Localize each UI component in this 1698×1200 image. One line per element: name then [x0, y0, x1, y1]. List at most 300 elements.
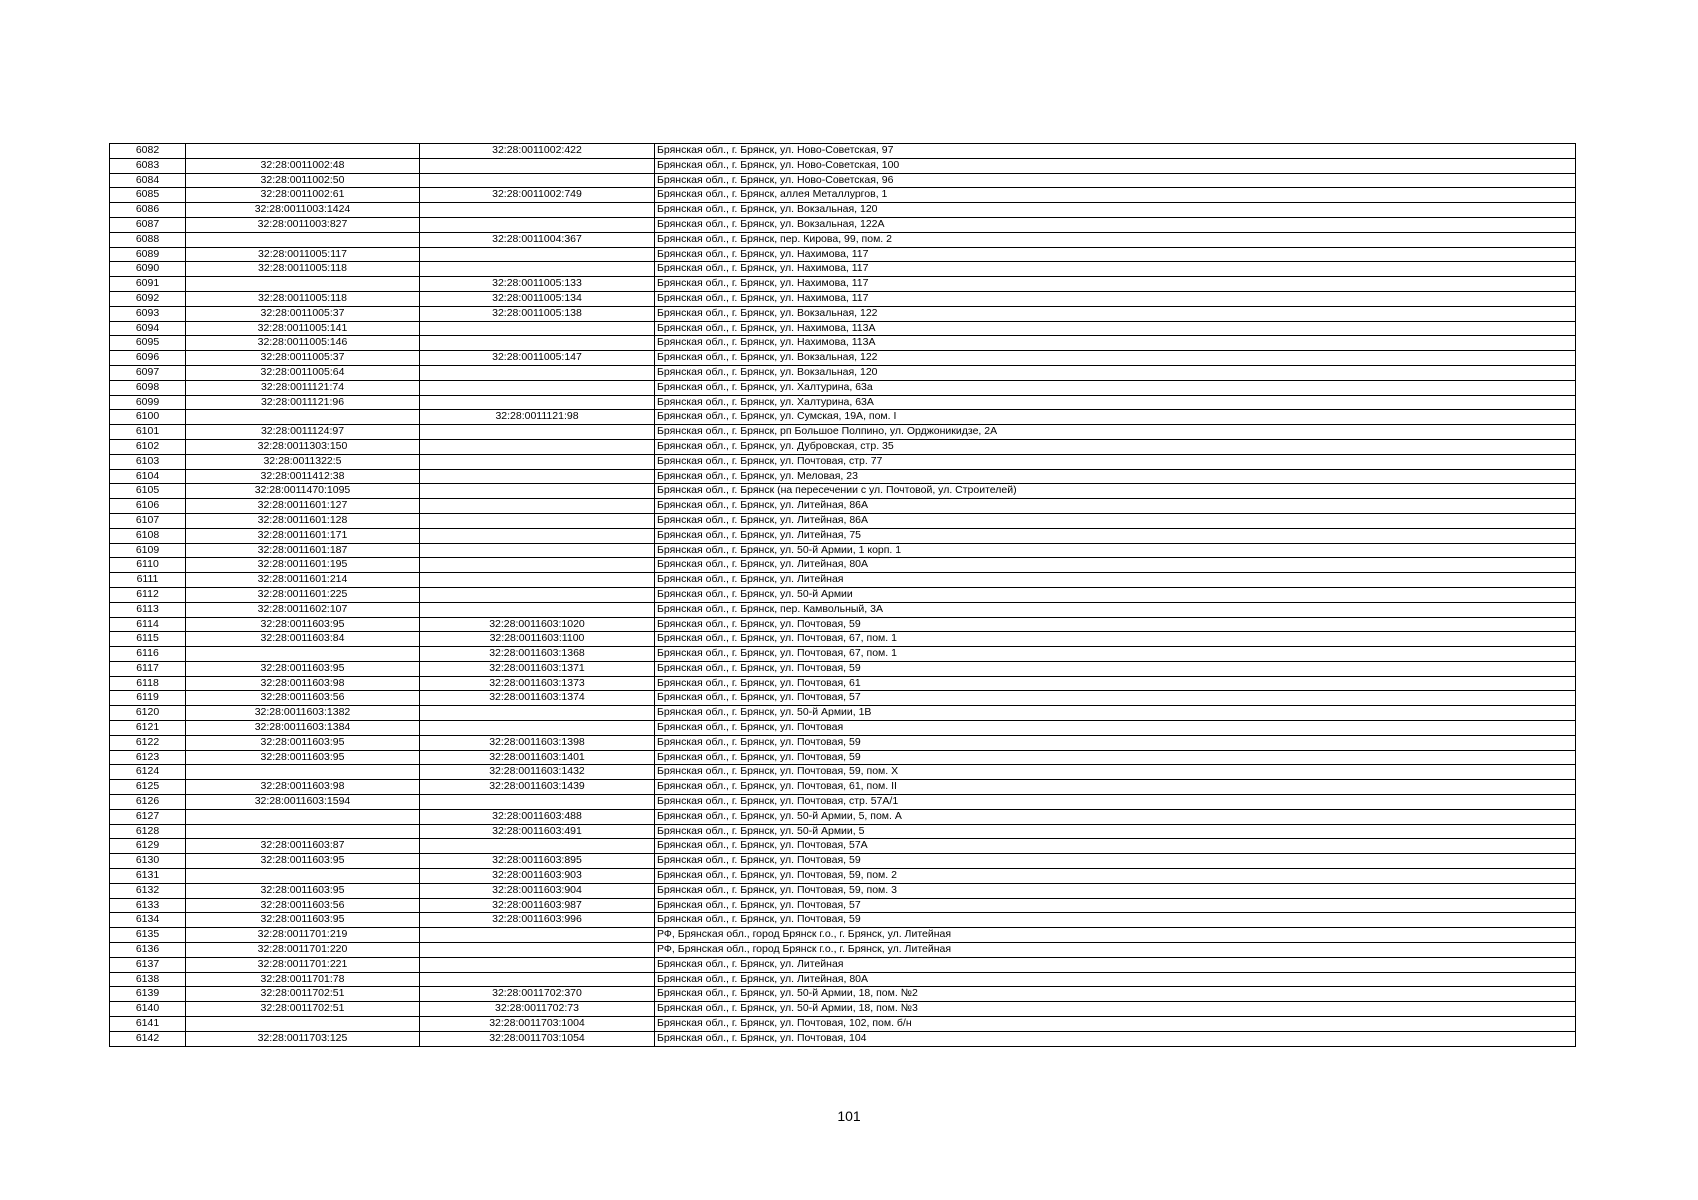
address: Брянская обл., г. Брянск, пер. Кирова, 99, пом. 2: [655, 232, 1576, 247]
address: Брянская обл., г. Брянск, ул. Почтовая, стр. 77: [655, 454, 1576, 469]
row-number: 6105: [110, 484, 186, 499]
address: Брянская обл., г. Брянск, ул. Почтовая, 104: [655, 1031, 1576, 1046]
land-cadastral-number: 32:28:0011322:5: [186, 454, 420, 469]
row-number: 6124: [110, 765, 186, 780]
table-row: [110, 558, 1576, 573]
address: Брянская обл., г. Брянск, ул. 50-й Армии, 5: [655, 824, 1576, 839]
object-cadastral-number: [420, 203, 655, 218]
object-cadastral-number: 32:28:0011603:1374: [420, 691, 655, 706]
land-cadastral-number: [186, 144, 420, 159]
row-number: 6108: [110, 528, 186, 543]
row-number: 6138: [110, 972, 186, 987]
object-cadastral-number: [420, 513, 655, 528]
land-cadastral-number: 32:28:0011603:98: [186, 780, 420, 795]
land-cadastral-number: 32:28:0011005:37: [186, 306, 420, 321]
object-cadastral-number: 32:28:0011005:133: [420, 277, 655, 292]
table-row: [110, 780, 1576, 795]
address: Брянская обл., г. Брянск, ул. Почтовая, 59: [655, 854, 1576, 869]
table-row: [110, 913, 1576, 928]
land-cadastral-number: [186, 410, 420, 425]
land-cadastral-number: 32:28:0011601:128: [186, 513, 420, 528]
object-cadastral-number: [420, 499, 655, 514]
table-row: [110, 469, 1576, 484]
row-number: 6129: [110, 839, 186, 854]
object-cadastral-number: 32:28:0011603:1373: [420, 676, 655, 691]
land-cadastral-number: [186, 232, 420, 247]
table-row: [110, 321, 1576, 336]
land-cadastral-number: 32:28:0011470:1095: [186, 484, 420, 499]
address: Брянская обл., г. Брянск, ул. Почтовая, 61: [655, 676, 1576, 691]
land-cadastral-number: [186, 809, 420, 824]
row-number: 6127: [110, 809, 186, 824]
land-cadastral-number: 32:28:0011124:97: [186, 425, 420, 440]
object-cadastral-number: 32:28:0011703:1054: [420, 1031, 655, 1046]
address: Брянская обл., г. Брянск, ул. Почтовая: [655, 721, 1576, 736]
address: Брянская обл., г. Брянск, ул. Вокзальная, 122: [655, 351, 1576, 366]
object-cadastral-number: 32:28:0011603:488: [420, 809, 655, 824]
land-cadastral-number: 32:28:0011603:95: [186, 854, 420, 869]
row-number: 6131: [110, 869, 186, 884]
address: Брянская обл., г. Брянск, ул. 50-й Армии, 18, пом. №3: [655, 1002, 1576, 1017]
row-number: 6089: [110, 247, 186, 262]
land-cadastral-number: 32:28:0011002:48: [186, 158, 420, 173]
row-number: 6103: [110, 454, 186, 469]
row-number: 6120: [110, 706, 186, 721]
object-cadastral-number: [420, 484, 655, 499]
table-row: [110, 173, 1576, 188]
object-cadastral-number: 32:28:0011603:1100: [420, 632, 655, 647]
land-cadastral-number: 32:28:0011002:61: [186, 188, 420, 203]
table-row: [110, 809, 1576, 824]
land-cadastral-number: 32:28:0011005:141: [186, 321, 420, 336]
row-number: 6136: [110, 943, 186, 958]
row-number: 6090: [110, 262, 186, 277]
address: Брянская обл., г. Брянск, ул. Литейная, 86А: [655, 499, 1576, 514]
row-number: 6111: [110, 573, 186, 588]
row-number: 6123: [110, 750, 186, 765]
land-cadastral-number: 32:28:0011601:195: [186, 558, 420, 573]
table-row: [110, 499, 1576, 514]
land-cadastral-number: [186, 647, 420, 662]
address: Брянская обл., г. Брянск, ул. Нахимова, 117: [655, 277, 1576, 292]
table-row: [110, 306, 1576, 321]
address: Брянская обл., г. Брянск (на пересечении с ул. Почтовой, ул. Строителей): [655, 484, 1576, 499]
address: Брянская обл., г. Брянск, ул. Халтурина, 63а: [655, 380, 1576, 395]
row-number: 6141: [110, 1017, 186, 1032]
object-cadastral-number: 32:28:0011603:1398: [420, 735, 655, 750]
row-number: 6085: [110, 188, 186, 203]
object-cadastral-number: [420, 365, 655, 380]
address: Брянская обл., г. Брянск, ул. Почтовая, 59: [655, 617, 1576, 632]
address: Брянская обл., г. Брянск, ул. Литейная: [655, 573, 1576, 588]
object-cadastral-number: [420, 439, 655, 454]
table-row: [110, 365, 1576, 380]
land-cadastral-number: 32:28:0011005:118: [186, 291, 420, 306]
object-cadastral-number: [420, 573, 655, 588]
address: Брянская обл., г. Брянск, ул. Литейная, 75: [655, 528, 1576, 543]
table-row: [110, 188, 1576, 203]
table-row: [110, 987, 1576, 1002]
land-cadastral-number: [186, 824, 420, 839]
object-cadastral-number: 32:28:0011603:987: [420, 898, 655, 913]
row-number: 6118: [110, 676, 186, 691]
object-cadastral-number: 32:28:0011603:1368: [420, 647, 655, 662]
table-row: [110, 351, 1576, 366]
object-cadastral-number: [420, 587, 655, 602]
row-number: 6132: [110, 883, 186, 898]
row-number: 6126: [110, 795, 186, 810]
land-cadastral-number: 32:28:0011603:95: [186, 661, 420, 676]
table-row: [110, 795, 1576, 810]
land-cadastral-number: 32:28:0011601:187: [186, 543, 420, 558]
land-cadastral-number: 32:28:0011003:1424: [186, 203, 420, 218]
land-cadastral-number: 32:28:0011002:50: [186, 173, 420, 188]
table-row: [110, 632, 1576, 647]
row-number: 6091: [110, 277, 186, 292]
object-cadastral-number: 32:28:0011603:1020: [420, 617, 655, 632]
object-cadastral-number: 32:28:0011002:749: [420, 188, 655, 203]
row-number: 6092: [110, 291, 186, 306]
object-cadastral-number: [420, 380, 655, 395]
table-row: [110, 336, 1576, 351]
table-row: [110, 721, 1576, 736]
table-row: [110, 735, 1576, 750]
object-cadastral-number: 32:28:0011702:73: [420, 1002, 655, 1017]
row-number: 6121: [110, 721, 186, 736]
table-row: [110, 602, 1576, 617]
row-number: 6130: [110, 854, 186, 869]
object-cadastral-number: [420, 543, 655, 558]
row-number: 6119: [110, 691, 186, 706]
address: Брянская обл., г. Брянск, ул. Литейная, 80А: [655, 972, 1576, 987]
object-cadastral-number: [420, 173, 655, 188]
row-number: 6114: [110, 617, 186, 632]
object-cadastral-number: [420, 336, 655, 351]
page-number: 101: [837, 1108, 861, 1124]
table-row: [110, 883, 1576, 898]
address: Брянская обл., г. Брянск, ул. Вокзальная, 120: [655, 203, 1576, 218]
address: Брянская обл., г. Брянск, ул. 50-й Армии, 1В: [655, 706, 1576, 721]
table-row: [110, 691, 1576, 706]
row-number: 6096: [110, 351, 186, 366]
address: Брянская обл., г. Брянск, ул. Ново-Советская, 97: [655, 144, 1576, 159]
table-row: [110, 706, 1576, 721]
land-cadastral-number: 32:28:0011603:95: [186, 750, 420, 765]
object-cadastral-number: [420, 957, 655, 972]
row-number: 6101: [110, 425, 186, 440]
row-number: 6139: [110, 987, 186, 1002]
table-row: [110, 1031, 1576, 1046]
table-row: [110, 617, 1576, 632]
table-row: [110, 957, 1576, 972]
table-row: [110, 898, 1576, 913]
land-cadastral-number: 32:28:0011702:51: [186, 1002, 420, 1017]
address: РФ, Брянская обл., город Брянск г.о., г. Брянск, ул. Литейная: [655, 928, 1576, 943]
land-cadastral-number: 32:28:0011603:87: [186, 839, 420, 854]
address: Брянская обл., г. Брянск, аллея Металлургов, 1: [655, 188, 1576, 203]
row-number: 6135: [110, 928, 186, 943]
land-cadastral-number: [186, 869, 420, 884]
table-row: [110, 750, 1576, 765]
land-cadastral-number: 32:28:0011603:95: [186, 883, 420, 898]
row-number: 6086: [110, 203, 186, 218]
land-cadastral-number: 32:28:0011003:827: [186, 217, 420, 232]
land-cadastral-number: 32:28:0011601:127: [186, 499, 420, 514]
land-cadastral-number: 32:28:0011005:146: [186, 336, 420, 351]
row-number: 6099: [110, 395, 186, 410]
table-row: [110, 1017, 1576, 1032]
object-cadastral-number: [420, 454, 655, 469]
address: Брянская обл., г. Брянск, ул. Нахимова, 117: [655, 247, 1576, 262]
object-cadastral-number: 32:28:0011002:422: [420, 144, 655, 159]
object-cadastral-number: 32:28:0011603:895: [420, 854, 655, 869]
land-cadastral-number: 32:28:0011701:78: [186, 972, 420, 987]
table-row: [110, 661, 1576, 676]
object-cadastral-number: [420, 262, 655, 277]
address: Брянская обл., г. Брянск, ул. 50-й Армии: [655, 587, 1576, 602]
land-cadastral-number: 32:28:0011603:1382: [186, 706, 420, 721]
address: Брянская обл., г. Брянск, ул. Сумская, 19А, пом. I: [655, 410, 1576, 425]
land-cadastral-number: 32:28:0011603:95: [186, 913, 420, 928]
land-cadastral-number: 32:28:0011601:214: [186, 573, 420, 588]
object-cadastral-number: 32:28:0011121:98: [420, 410, 655, 425]
address: Брянская обл., г. Брянск, ул. Почтовая, 59: [655, 735, 1576, 750]
row-number: 6125: [110, 780, 186, 795]
table-row: [110, 839, 1576, 854]
row-number: 6088: [110, 232, 186, 247]
row-number: 6137: [110, 957, 186, 972]
table-row: [110, 869, 1576, 884]
table-row: [110, 647, 1576, 662]
table-row: [110, 410, 1576, 425]
address: Брянская обл., г. Брянск, ул. 50-й Армии, 18, пом. №2: [655, 987, 1576, 1002]
row-number: 6104: [110, 469, 186, 484]
address: Брянская обл., г. Брянск, ул. Ново-Советская, 96: [655, 173, 1576, 188]
object-cadastral-number: 32:28:0011005:138: [420, 306, 655, 321]
row-number: 6116: [110, 647, 186, 662]
address: Брянская обл., г. Брянск, ул. Почтовая, 57А: [655, 839, 1576, 854]
address: Брянская обл., г. Брянск, ул. Почтовая, 61, пом. II: [655, 780, 1576, 795]
table-row: [110, 543, 1576, 558]
land-cadastral-number: [186, 765, 420, 780]
object-cadastral-number: 32:28:0011603:903: [420, 869, 655, 884]
address: Брянская обл., г. Брянск, ул. Почтовая, 59, пом. 3: [655, 883, 1576, 898]
table-row: [110, 972, 1576, 987]
land-cadastral-number: 32:28:0011603:95: [186, 617, 420, 632]
land-cadastral-number: 32:28:0011603:56: [186, 898, 420, 913]
object-cadastral-number: 32:28:0011603:1439: [420, 780, 655, 795]
table-row: [110, 765, 1576, 780]
object-cadastral-number: [420, 158, 655, 173]
table-row: [110, 943, 1576, 958]
land-cadastral-number: 32:28:0011603:1384: [186, 721, 420, 736]
address: Брянская обл., г. Брянск, ул. 50-й Армии, 1 корп. 1: [655, 543, 1576, 558]
object-cadastral-number: 32:28:0011702:370: [420, 987, 655, 1002]
object-cadastral-number: 32:28:0011005:147: [420, 351, 655, 366]
table-row: [110, 484, 1576, 499]
row-number: 6128: [110, 824, 186, 839]
land-cadastral-number: 32:28:0011603:98: [186, 676, 420, 691]
address: Брянская обл., г. Брянск, ул. Почтовая, 67, пом. 1: [655, 632, 1576, 647]
land-cadastral-number: 32:28:0011702:51: [186, 987, 420, 1002]
table-row: [110, 158, 1576, 173]
address: Брянская обл., г. Брянск, ул. Нахимова, 117: [655, 262, 1576, 277]
object-cadastral-number: 32:28:0011603:1401: [420, 750, 655, 765]
address: Брянская обл., г. Брянск, ул. Меловая, 23: [655, 469, 1576, 484]
row-number: 6098: [110, 380, 186, 395]
land-cadastral-number: 32:28:0011601:225: [186, 587, 420, 602]
address: Брянская обл., г. Брянск, ул. Почтовая, 59, пом. Х: [655, 765, 1576, 780]
address: Брянская обл., г. Брянск, ул. 50-й Армии, 5, пом. А: [655, 809, 1576, 824]
table-row: [110, 454, 1576, 469]
address: Брянская обл., г. Брянск, ул. Почтовая, 102, пом. б/н: [655, 1017, 1576, 1032]
object-cadastral-number: 32:28:0011004:367: [420, 232, 655, 247]
address: Брянская обл., г. Брянск, ул. Вокзальная, 120: [655, 365, 1576, 380]
land-cadastral-number: 32:28:0011005:117: [186, 247, 420, 262]
object-cadastral-number: [420, 217, 655, 232]
land-cadastral-number: 32:28:0011601:171: [186, 528, 420, 543]
object-cadastral-number: 32:28:0011603:1432: [420, 765, 655, 780]
object-cadastral-number: 32:28:0011703:1004: [420, 1017, 655, 1032]
land-cadastral-number: 32:28:0011412:38: [186, 469, 420, 484]
table-row: [110, 262, 1576, 277]
address: Брянская обл., г. Брянск, ул. Литейная, 80А: [655, 558, 1576, 573]
cadastral-table-body: [110, 144, 1576, 1047]
table-row: [110, 1002, 1576, 1017]
land-cadastral-number: 32:28:0011005:64: [186, 365, 420, 380]
object-cadastral-number: [420, 528, 655, 543]
table-row: [110, 676, 1576, 691]
row-number: 6112: [110, 587, 186, 602]
object-cadastral-number: 32:28:0011603:491: [420, 824, 655, 839]
row-number: 6133: [110, 898, 186, 913]
land-cadastral-number: 32:28:0011701:219: [186, 928, 420, 943]
land-cadastral-number: 32:28:0011005:37: [186, 351, 420, 366]
land-cadastral-number: 32:28:0011602:107: [186, 602, 420, 617]
table-row: [110, 291, 1576, 306]
table-row: [110, 513, 1576, 528]
address: Брянская обл., г. Брянск, ул. Дубровская, стр. 35: [655, 439, 1576, 454]
row-number: 6110: [110, 558, 186, 573]
object-cadastral-number: [420, 395, 655, 410]
land-cadastral-number: 32:28:0011603:56: [186, 691, 420, 706]
row-number: 6083: [110, 158, 186, 173]
address: Брянская обл., г. Брянск, ул. Халтурина, 63А: [655, 395, 1576, 410]
land-cadastral-number: 32:28:0011005:118: [186, 262, 420, 277]
object-cadastral-number: 32:28:0011603:996: [420, 913, 655, 928]
row-number: 6122: [110, 735, 186, 750]
address: Брянская обл., г. Брянск, ул. Почтовая, 59: [655, 750, 1576, 765]
land-cadastral-number: 32:28:0011603:1594: [186, 795, 420, 810]
cadastral-table: [109, 143, 1576, 1047]
table-row: [110, 203, 1576, 218]
address: Брянская обл., г. Брянск, ул. Нахимова, 113А: [655, 336, 1576, 351]
row-number: 6109: [110, 543, 186, 558]
table-row: [110, 439, 1576, 454]
object-cadastral-number: [420, 558, 655, 573]
row-number: 6106: [110, 499, 186, 514]
land-cadastral-number: 32:28:0011121:96: [186, 395, 420, 410]
table-row: [110, 425, 1576, 440]
address: Брянская обл., г. Брянск, ул. Вокзальная, 122: [655, 306, 1576, 321]
table-row: [110, 587, 1576, 602]
land-cadastral-number: 32:28:0011703:125: [186, 1031, 420, 1046]
object-cadastral-number: [420, 721, 655, 736]
row-number: 6107: [110, 513, 186, 528]
land-cadastral-number: [186, 277, 420, 292]
address: Брянская обл., г. Брянск, ул. Почтовая, 67, пом. 1: [655, 647, 1576, 662]
object-cadastral-number: 32:28:0011005:134: [420, 291, 655, 306]
address: Брянская обл., г. Брянск, пер. Камвольный, 3А: [655, 602, 1576, 617]
row-number: 6115: [110, 632, 186, 647]
table-row: [110, 824, 1576, 839]
land-cadastral-number: 32:28:0011603:84: [186, 632, 420, 647]
land-cadastral-number: 32:28:0011303:150: [186, 439, 420, 454]
row-number: 6087: [110, 217, 186, 232]
row-number: 6093: [110, 306, 186, 321]
object-cadastral-number: [420, 706, 655, 721]
row-number: 6142: [110, 1031, 186, 1046]
object-cadastral-number: [420, 795, 655, 810]
address: Брянская обл., г. Брянск, ул. Почтовая, стр. 57А/1: [655, 795, 1576, 810]
address: Брянская обл., г. Брянск, ул. Почтовая, 59, пом. 2: [655, 869, 1576, 884]
address: Брянская обл., г. Брянск, ул. Литейная, 86А: [655, 513, 1576, 528]
land-cadastral-number: 32:28:0011121:74: [186, 380, 420, 395]
address: Брянская обл., г. Брянск, рп Большое Полпино, ул. Орджоникидзе, 2А: [655, 425, 1576, 440]
table-row: [110, 144, 1576, 159]
address: Брянская обл., г. Брянск, ул. Вокзальная, 122А: [655, 217, 1576, 232]
row-number: 6140: [110, 1002, 186, 1017]
object-cadastral-number: [420, 602, 655, 617]
row-number: 6102: [110, 439, 186, 454]
table-row: [110, 380, 1576, 395]
object-cadastral-number: 32:28:0011603:904: [420, 883, 655, 898]
object-cadastral-number: [420, 247, 655, 262]
table-row: [110, 277, 1576, 292]
table-row: [110, 247, 1576, 262]
row-number: 6100: [110, 410, 186, 425]
address: Брянская обл., г. Брянск, ул. Нахимова, 117: [655, 291, 1576, 306]
table-row: [110, 232, 1576, 247]
address: Брянская обл., г. Брянск, ул. Почтовая, 57: [655, 691, 1576, 706]
table-row: [110, 928, 1576, 943]
address: Брянская обл., г. Брянск, ул. Почтовая, 59: [655, 913, 1576, 928]
row-number: 6097: [110, 365, 186, 380]
address: Брянская обл., г. Брянск, ул. Ново-Советская, 100: [655, 158, 1576, 173]
object-cadastral-number: [420, 839, 655, 854]
land-cadastral-number: [186, 1017, 420, 1032]
row-number: 6117: [110, 661, 186, 676]
row-number: 6084: [110, 173, 186, 188]
land-cadastral-number: 32:28:0011603:95: [186, 735, 420, 750]
object-cadastral-number: [420, 321, 655, 336]
row-number: 6094: [110, 321, 186, 336]
object-cadastral-number: [420, 425, 655, 440]
address: Брянская обл., г. Брянск, ул. Почтовая, 59: [655, 661, 1576, 676]
object-cadastral-number: [420, 469, 655, 484]
object-cadastral-number: [420, 928, 655, 943]
address: Брянская обл., г. Брянск, ул. Литейная: [655, 957, 1576, 972]
table-row: [110, 528, 1576, 543]
land-cadastral-number: 32:28:0011701:220: [186, 943, 420, 958]
table-row: [110, 395, 1576, 410]
land-cadastral-number: 32:28:0011701:221: [186, 957, 420, 972]
object-cadastral-number: [420, 972, 655, 987]
object-cadastral-number: 32:28:0011603:1371: [420, 661, 655, 676]
row-number: 6095: [110, 336, 186, 351]
table-row: [110, 854, 1576, 869]
address: РФ, Брянская обл., город Брянск г.о., г. Брянск, ул. Литейная: [655, 943, 1576, 958]
